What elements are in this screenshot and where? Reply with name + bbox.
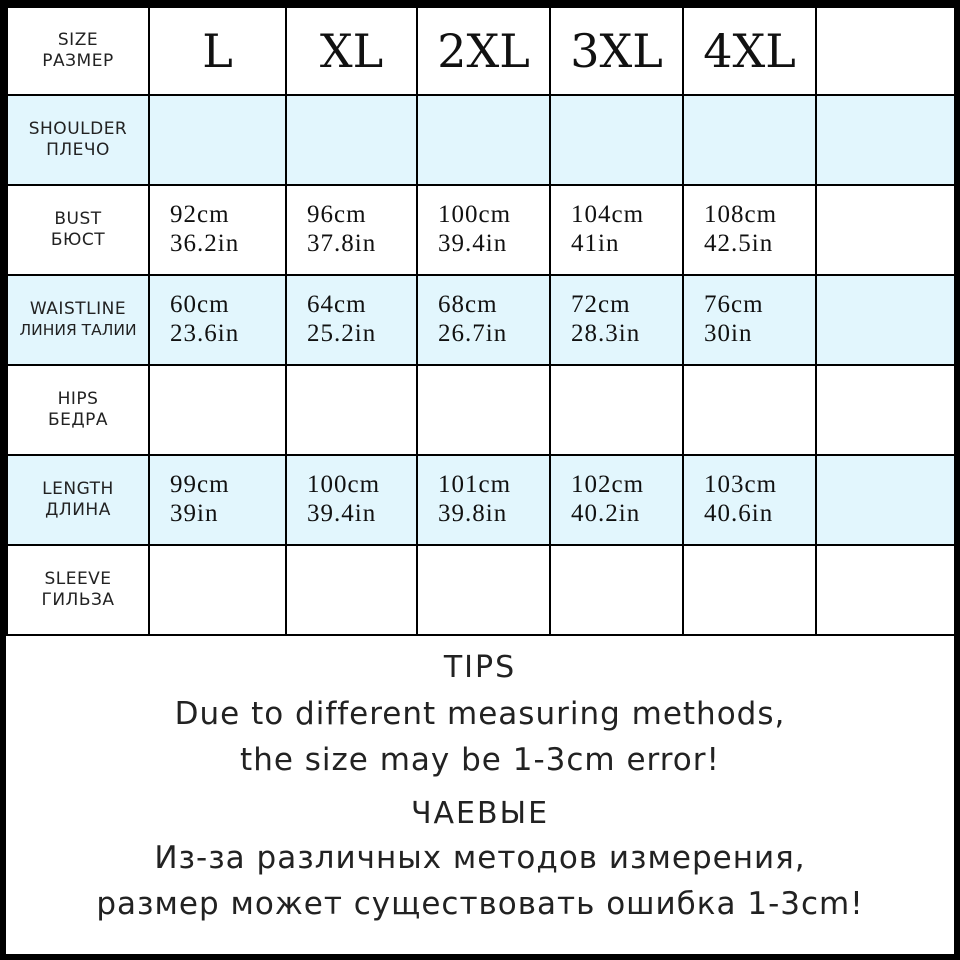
row-label-cell	[7, 185, 149, 275]
value-in: 42.5in	[704, 230, 774, 257]
value-in: 40.6in	[704, 500, 774, 527]
value-cm: 102cm	[571, 471, 645, 498]
value-cell	[683, 455, 816, 545]
value-cell	[286, 545, 417, 635]
row-label-en: LENGTH	[42, 479, 114, 499]
tips-line1-en: Due to different measuring methods,	[174, 696, 786, 732]
row-label-ru: ПЛЕЧО	[46, 140, 110, 160]
table-row-shoulder	[7, 95, 955, 185]
value-cell	[550, 185, 683, 275]
row-label-en: WAISTLINE	[29, 299, 127, 319]
value-cell	[149, 365, 286, 455]
size-header-2xl: 2XL	[417, 7, 550, 95]
value-cm: 68cm	[438, 291, 498, 318]
table-row-waistline	[7, 275, 955, 365]
value-cell	[550, 95, 683, 185]
row-label-en: HIPS	[57, 389, 99, 409]
value-cell	[816, 545, 955, 635]
row-label-cell	[7, 95, 149, 185]
row-label-ru: БЮСТ	[50, 230, 106, 250]
value-cm: 72cm	[571, 291, 631, 318]
value-in: 36.2in	[170, 230, 240, 257]
row-label-en: SLEEVE	[44, 569, 112, 589]
value-cell	[149, 185, 286, 275]
value-cell	[286, 365, 417, 455]
size-header-4xl: 4XL	[683, 7, 816, 95]
tips-line2-en: the size may be 1-3cm error!	[240, 742, 720, 778]
table-row-bust	[7, 185, 955, 275]
size-chart-table	[6, 6, 956, 636]
size-header-label-cell	[7, 7, 149, 95]
value-cm: 76cm	[704, 291, 764, 318]
value-cell	[286, 455, 417, 545]
value-cell	[816, 455, 955, 545]
value-cell	[417, 95, 550, 185]
tips-title-en: TIPS	[443, 650, 517, 685]
value-cell	[816, 185, 955, 275]
value-cm: 100cm	[438, 201, 512, 228]
value-cm: 96cm	[307, 201, 367, 228]
table-row-sleeve	[7, 545, 955, 635]
value-cell	[286, 275, 417, 365]
tips-line2-ru: размер может существовать ошибка 1-3cm!	[96, 886, 864, 922]
row-label-ru: ДЛИНА	[45, 500, 111, 520]
value-in: 40.2in	[571, 500, 641, 527]
value-cell	[683, 365, 816, 455]
value-cell	[286, 185, 417, 275]
value-in: 25.2in	[307, 320, 377, 347]
row-label-ru: ГИЛЬЗА	[41, 590, 115, 610]
value-in: 41in	[571, 230, 620, 257]
value-cell	[683, 95, 816, 185]
size-label-en: SIZE	[57, 30, 99, 50]
size-header-xl: XL	[286, 7, 417, 95]
value-cm: 101cm	[438, 471, 512, 498]
value-cell	[550, 275, 683, 365]
value-cell	[417, 365, 550, 455]
row-label-cell	[7, 275, 149, 365]
value-cell	[550, 545, 683, 635]
row-label-ru: БЕДРА	[47, 410, 109, 430]
value-cm: 104cm	[571, 201, 645, 228]
header-row	[7, 7, 955, 95]
value-cell	[417, 185, 550, 275]
value-cell	[816, 365, 955, 455]
size-header-empty	[816, 7, 955, 95]
value-in: 26.7in	[438, 320, 508, 347]
value-cm: 108cm	[704, 201, 778, 228]
row-label-en: BUST	[54, 209, 102, 229]
value-in: 39.4in	[438, 230, 508, 257]
value-in: 39in	[170, 500, 219, 527]
value-in: 39.4in	[307, 500, 377, 527]
row-label-en: SHOULDER	[28, 119, 128, 139]
value-cell	[550, 365, 683, 455]
value-cell	[417, 455, 550, 545]
value-cell	[816, 95, 955, 185]
value-cm: 92cm	[170, 201, 230, 228]
value-cm: 64cm	[307, 291, 367, 318]
value-cell	[683, 275, 816, 365]
value-cell	[816, 275, 955, 365]
value-cm: 100cm	[307, 471, 381, 498]
value-cell	[417, 545, 550, 635]
value-cell	[550, 455, 683, 545]
value-cell	[149, 545, 286, 635]
value-cell	[149, 95, 286, 185]
row-label-ru: ЛИНИЯ ТАЛИИ	[19, 321, 137, 339]
value-cell	[683, 185, 816, 275]
size-header-l: L	[149, 7, 286, 95]
size-header-3xl: 3XL	[550, 7, 683, 95]
value-cell	[683, 545, 816, 635]
value-cm: 60cm	[170, 291, 230, 318]
table-row-length	[7, 455, 955, 545]
row-label-cell	[7, 365, 149, 455]
value-in: 30in	[704, 320, 753, 347]
size-label-ru: РАЗМЕР	[42, 51, 114, 71]
value-cm: 99cm	[170, 471, 230, 498]
value-cell	[286, 95, 417, 185]
value-in: 39.8in	[438, 500, 508, 527]
value-in: 37.8in	[307, 230, 377, 257]
value-cell	[417, 275, 550, 365]
table-row-hips	[7, 365, 955, 455]
value-in: 28.3in	[571, 320, 641, 347]
value-cell	[149, 455, 286, 545]
row-label-cell	[7, 455, 149, 545]
tips-title-ru: ЧАЕВЫЕ	[410, 796, 550, 831]
value-in: 23.6in	[170, 320, 240, 347]
tips-line1-ru: Из-за различных методов измерения,	[154, 840, 806, 876]
value-cm: 103cm	[704, 471, 778, 498]
value-cell	[149, 275, 286, 365]
row-label-cell	[7, 545, 149, 635]
